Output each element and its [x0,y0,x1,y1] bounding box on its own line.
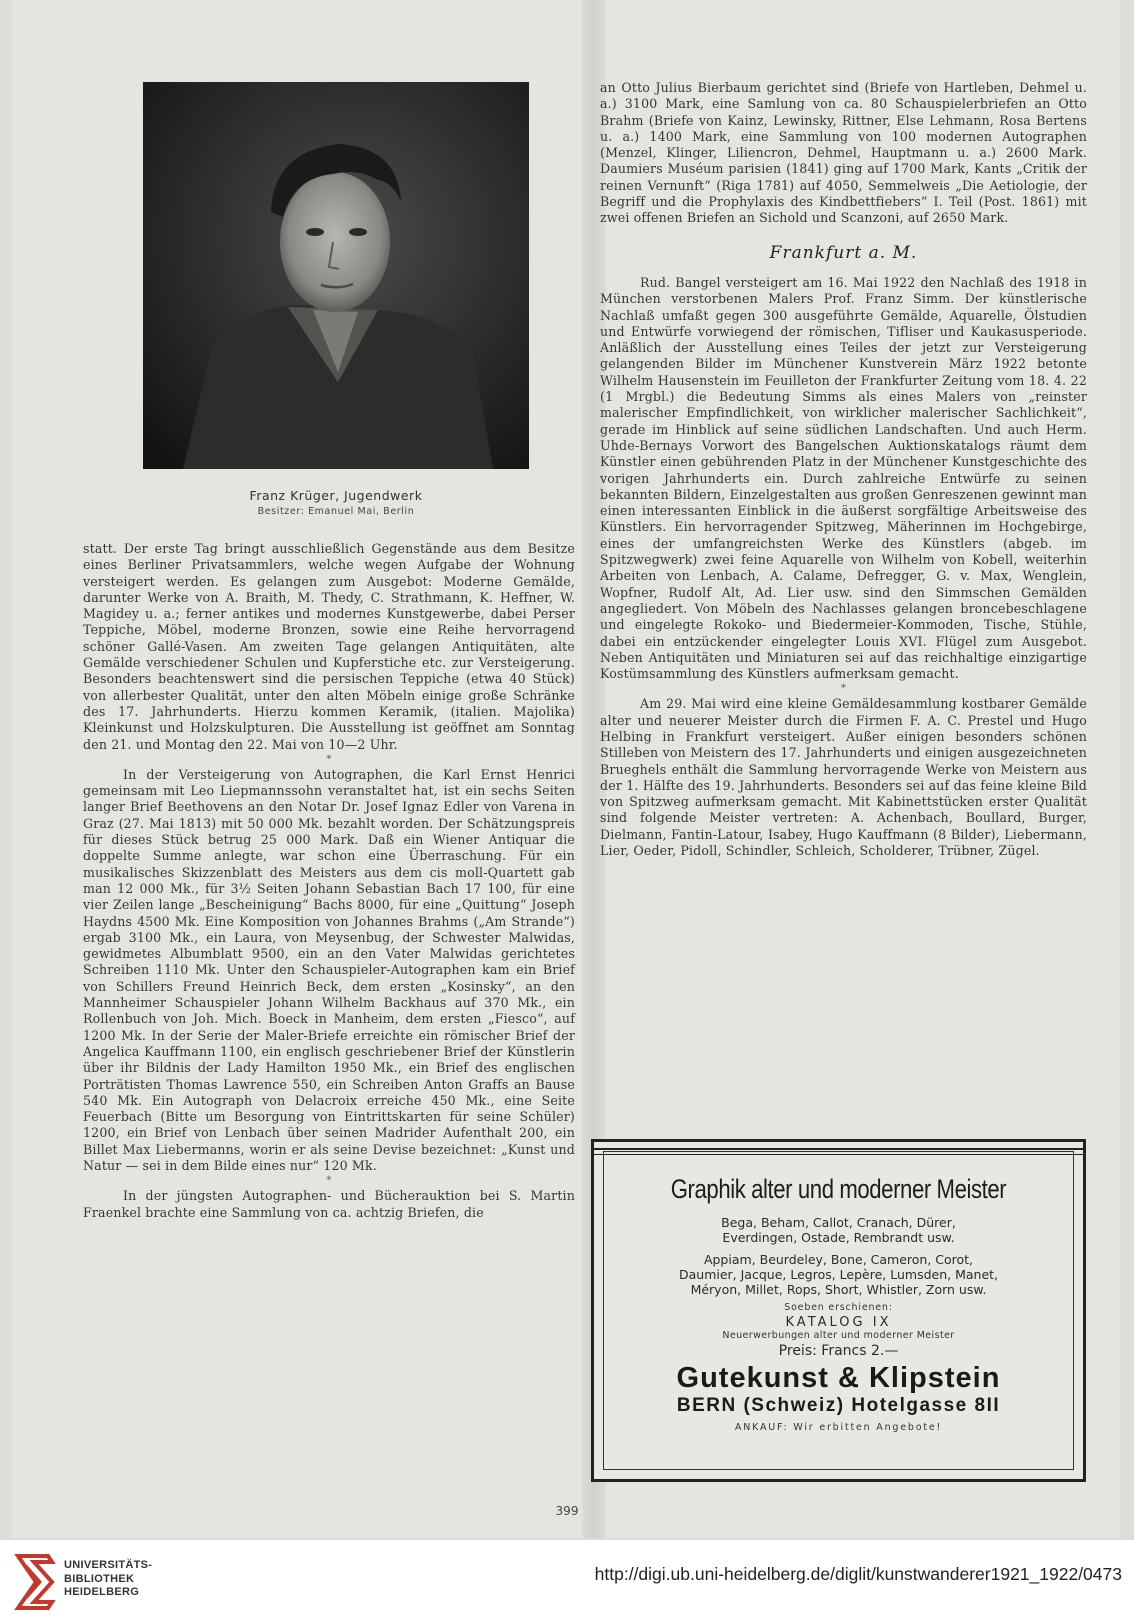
ad-ankauf: ANKAUF: Wir erbitten Angebote! [734,1422,943,1433]
advertisement-box [591,1139,1086,1482]
library-name-line-3: HEIDELBERG [64,1586,140,1598]
left-paragraph-3: In der jüngsten Autographen- und Bücherauktion bei S. Martin Fraenkel brachte eine Sammlung von ca. achtzig Briefen, die [83,1188,575,1220]
ad-inner-frame [603,1151,1074,1470]
photo-caption [143,488,529,517]
separator-star: * [326,753,332,765]
university-library-logo-icon [12,1552,56,1612]
ad-title: Graphik alter und moderner Meister [670,1174,1007,1204]
caption-title: Franz Krüger, Jugendwerk [249,488,423,503]
separator-star: * [326,1175,332,1187]
page-number: 399 [555,1504,579,1518]
library-name-line-2: BIBLIOTHEK [64,1572,135,1585]
ad-preis: Preis: Francs 2.— [778,1343,899,1359]
caption-owner: Besitzer: Emanuel Mai, Berlin [257,506,415,517]
section-heading: Frankfurt a. M. [769,242,918,263]
right-paragraph-2: Am 29. Mai wird eine kleine Gemäldesammlung kostbarer Gemälde alter und neuerer Meister durch die Firmen F. A. C. Prestel und Hugo Helbing in Frankfurt versteigert. Außer einigen besonders schönen Stilleben von Meistern des 17. Jahrhunderts und einigen ausgezeichneten Brueghels enthält die Sammlung hervorragende Werke von Meistern aus der 1. Hälfte des 19. Jahrhunderts. Besonders sei auf das feine kleine Bild von Spitzweg aufmerksam gemacht. Mit Kabinettstücken erster Qualität sind folgende Meister vertreten: A. Achenbach, Boullard, Burger, Dielmann, Fantin-Latour, Isabey, Hugo Kauffmann (8 Bilder), Liebermann, Lier, Oeder, Pidoll, Schindler, Schleich, Scholderer, Trübner, Zügel. [600,696,1087,859]
ad-artists-line-1: Bega, Beham, Callot, Cranach, Dürer, [721,1215,956,1230]
library-name [64,1559,152,1600]
library-name-line-1: UNIVERSITÄTS- [64,1559,153,1571]
separator-star: * [840,683,847,695]
left-paragraph-1: statt. Der erste Tag bringt ausschließlich Gegenstände aus dem Besitze eines Berliner Privatsammlers, welche wegen Aufgabe der Wohnung versteigert werden. Es gelangen zum Ausgebot: Moderne Gemälde, darunter Werke von A. Braith, M. Thedy, C. Strathmann, K. Heffner, W. Magidey u. a.; ferner antikes und modernes Kunstgewerbe, dabei Perser Teppiche, Möbel, moderne Bronzen, sowie eine Reihe hervorragend schöner Gallé-Vasen. Am zweiten Tage gelangen Antiquitäten, alte Gemälde verschiedener Schulen und Kupferstiche etc. zur Versteigerung. Besonders beachtenswert sind die persischen Teppiche (etwa 40 Stück) von allerbester Qualität, unter den alten Möbeln einige große Schränke des 17. Jahrhunderts. Hierzu kommen Keramik, (italien. Majolika) Kleinkunst und Holzskulpturen. Die Ausstellung ist geöffnet am Sonntag den 21. und Montag den 22. Mai von 10—2 Uhr. [83,541,575,752]
ad-soeben: Soeben erschienen: [784,1302,893,1313]
ad-artists-line-3: Appiam, Beurdeley, Bone, Cameron, Corot, [703,1252,974,1267]
left-column [83,541,575,1221]
ad-address: BERN (Schweiz) Hotelgasse 8II [676,1395,1001,1416]
right-paragraph-1: Rud. Bangel versteigert am 16. Mai 1922 den Nachlaß des 1918 in München verstorbenen Malers Prof. Franz Simm. Der künstlerische Nachlaß umfaßt gegen 300 ausgeführte Gemälde, Aquarelle, Ölstudien und Entwürfe vorwiegend der römischen, Tifliser und Kaukasusperiode. Anläßlich der Ausstellung eines Teiles der jetzt zur Versteigerung gelangenden Bilder im Münchener Kunstverein März 1922 betonte Wilhelm Hausenstein im Feuilleton der Frankfurter Zeitung vom 18. 4. 22 (1 Mrgbl.) die Bedeutung Simms als eines Malers von „reinster malerischer Empfindlichkeit, von wirklicher malerischer Sachlichkeit“, gerade im Hinblick auf seine südlichen Landschaften. Und auch Herm. Uhde-Bernays Vorwort des Bangelschen Auktionskatalogs räumt dem Künstler einen gebührenden Platz in der Münchener Kunstgeschichte des vorigen Jahrhunderts ein. Durch zahlreiche Entwürfe zu seinen bekannten Bildern, Einzelgestalten aus großen Genreszenen gewinnt man einen interessanten Einblick in die äußerst sorgfältige Arbeitsweise des Künstlers. Ein hervorragender Spitzweg, Mäherinnen im Hochgebirge, eines der umfangreichsten Werke des Künstlers (abgeb. im Spitzwegwerk) zwei feine Aquarelle von Wilhelm von Kobell, weiterhin Arbeiten von Lenbach, A. Calame, Defregger, G. v. Max, Wenglein, Wopfner, Rudolf Alt, Ad. Lier usw. sind den Simmschen Gemälden angegliedert. Von Möbeln des Nachlasses gelangen broncebeschlagene und eingelegte Rokoko- und Biedermeier-Kommoden, Tische, Stühle, dabei ein entzückender eingelegter Louis XVI. Flügel zum Ausgebot. Neben Antiquitäten und Miniaturen sei auf das reichhaltige einzigartige Kostümsammlung des Künstlers aufmerksam gemacht. [600,274,1087,682]
ad-artists-line-5: Méryon, Millet, Rops, Short, Whistler, Zorn usw. [690,1282,987,1297]
source-url-link[interactable]: http://digi.ub.uni-heidelberg.de/diglit/kunstwanderer1921_1922/0473 [594,1564,1122,1584]
portrait-photo [143,82,529,469]
left-paragraph-2: In der Versteigerung von Autographen, die Karl Ernst Henrici gemeinsam mit Leo Liepmannssohn veranstaltet hat, ist ein sechs Seiten langer Brief Beethovens an den Notar Dr. Josef Ignaz Edler von Varena in Graz (27. Mai 1813) mit 50 000 Mk. bezahlt worden. Der Schätzungspreis für dieses Stück betrug 25 000 Mark. Daß ein Wiener Antiquar die doppelte Summe anlegte, war schon eine Überraschung. Für ein musikalisches Skizzenblatt des Meisters aus dem cis moll-Quartett gab man 12 000 Mk., für 3½ Seiten Johann Sebastian Bach 17 100, für eine vier Zeilen lange „Bescheinigung“ Bachs 8000, für eine „Quittung“ Joseph Haydns 4500 Mk. Eine Komposition von Johannes Brahms („Am Strande“) ergab 3100 Mk., ein Laura, von Meysenbug, der Schwester Malwidas, gewidmetes Albumblatt 9500, ein an den Vater Malwidas gerichtetes Schreiben 1110 Mk. Unter den Schauspieler-Autographen kam ein Brief von Schillers Freund Heinrich Beck, dem ersten „Kosinsky“, an den Mannheimer Schauspieler Johann Wilhelm Backhaus auf 370 Mk., ein Rollenbuch von Joh. Mich. Boeck in Manheim, dem ersten „Fiesco“, auf 1200 Mk. In der Serie der Maler-Briefe erreichte ein römischer Brief der Angelica Kauffmann 1100, ein englisch geschriebener Brief der Künstlerin über ihr Bildnis der Lady Hamilton 1950 Mk., ein Brief des englischen Porträtisten Thomas Lawrence 550, ein Schreiben Anton Graffs an Bause 540 Mk. Ein Autograph von Delacroix erreiche 450 Mk., eine Seite Feuerbach (Bitte um Besorgung von Eintrittskarten für seine Schüler) 1200, ein Brief von Lenbach über seinen Madrider Aufenthalt 200, ein Billet Max Liebermanns, worin er als seine Devise bezeichnet: „Kunst und Natur — sei in dem Bilde eines nur“ 120 Mk. [83,766,575,1173]
ad-firm-name: Gutekunst & Klipstein [676,1362,1001,1394]
right-paragraph-top: an Otto Julius Bierbaum gerichtet sind (Briefe von Hartleben, Dehmel u. a.) 3100 Mark, eine Samlung von ca. 80 Schauspielerbriefen an Otto Brahm (Briefe von Kainz, Lewinsky, Rittner, Else Lehmann, Rosa Bertens u. a.) 1400 Mark, eine Sammlung von 100 modernen Autographen (Menzel, Klinger, Liliencron, Dehmel, Hauptmann u. a.) 2600 Mark. Daumiers Muséum parisien (1841) ging auf 1700 Mark, Kants „Critik der reinen Vernunft“ (Riga 1781) auf 4050, Semmelweis „Die Aetiologie, der Begriff und die Prophylaxis des Kindbettfiebers“ I. Teil (Post. 1861) mit zwei offenen Briefen an Sichold und Scanzoni, auf 2650 Mark. [600,80,1087,226]
ad-artists-line-2: Everdingen, Ostade, Rembrandt usw. [722,1230,955,1245]
portrait-image [143,82,529,469]
ad-neuerwerbungen: Neuerwerbungen alter und moderner Meister [722,1330,955,1341]
right-column [600,80,1087,859]
library-footer [0,1540,1134,1621]
ad-artists-line-4: Daumier, Jacque, Legros, Lepère, Lumsden, Manet, [678,1267,999,1282]
ad-katalog: KATALOG IX [785,1315,892,1330]
